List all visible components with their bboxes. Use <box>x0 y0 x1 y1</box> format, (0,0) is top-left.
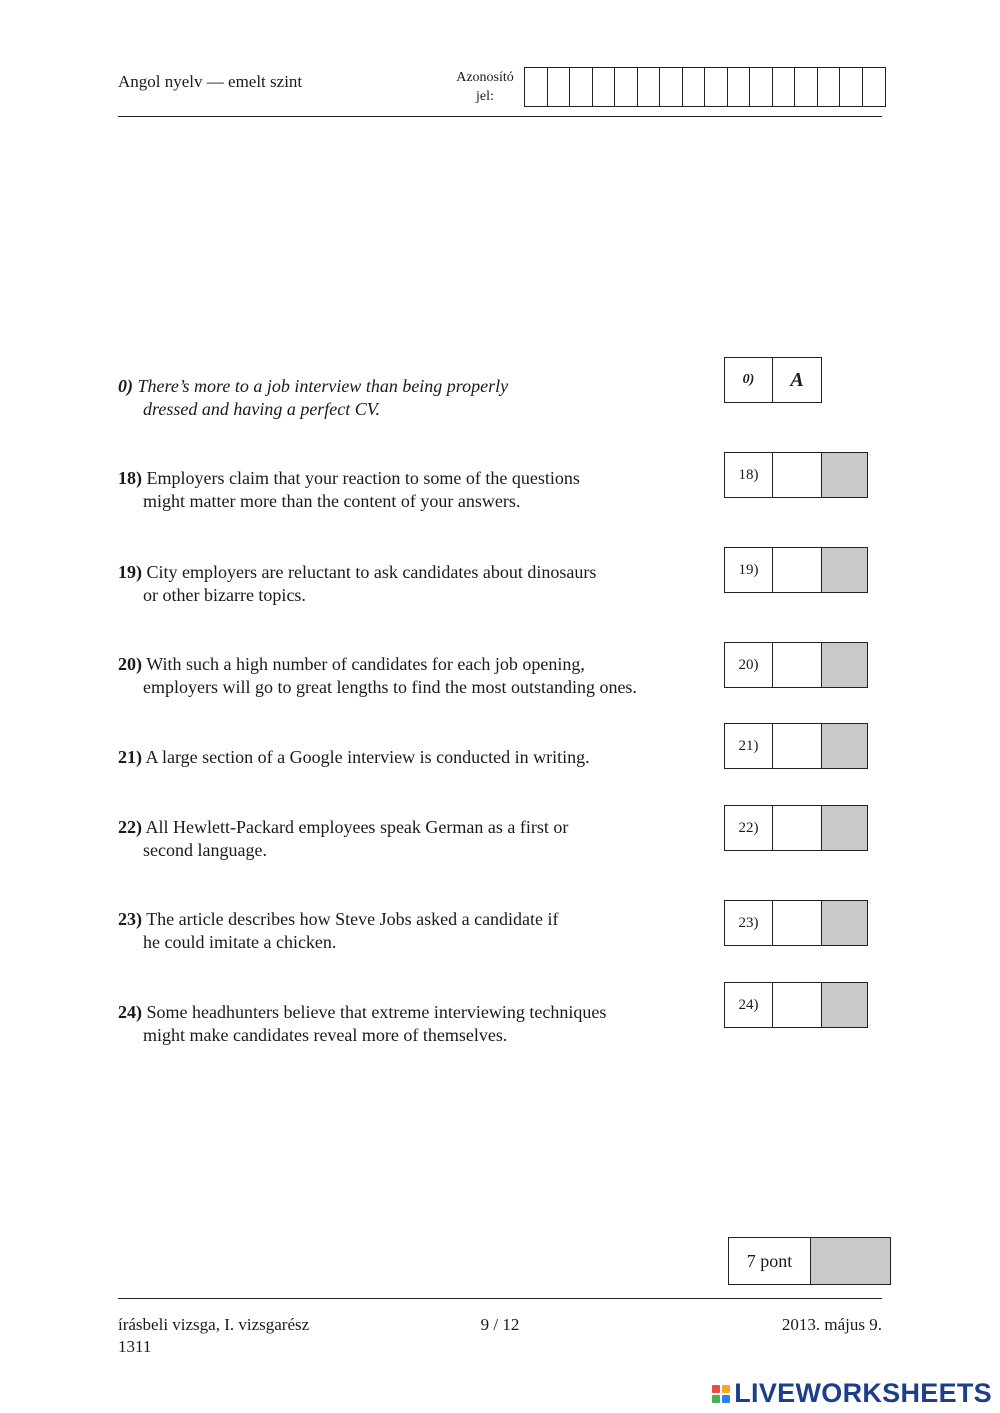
answer-input[interactable] <box>773 548 821 592</box>
question-number: 21) <box>118 747 142 767</box>
question-number: 24) <box>118 1002 142 1022</box>
id-box[interactable] <box>660 68 683 106</box>
question-number: 0) <box>118 376 133 396</box>
score-cell <box>821 453 867 497</box>
question-number: 22) <box>118 817 142 837</box>
id-box[interactable] <box>615 68 638 106</box>
logo-square <box>712 1385 720 1393</box>
answer-box-21 <box>724 723 868 769</box>
question-18 <box>118 467 708 513</box>
total-score-cell <box>811 1238 890 1284</box>
question-number: 23) <box>118 909 142 929</box>
question-21 <box>118 746 708 769</box>
answer-box-19 <box>724 547 868 593</box>
id-box[interactable] <box>705 68 728 106</box>
answer-number: 23) <box>725 901 773 945</box>
footer-exam-info <box>118 1314 309 1358</box>
id-box[interactable] <box>638 68 661 106</box>
question-number: 20) <box>118 654 142 674</box>
answer-box-23 <box>724 900 868 946</box>
logo-square <box>722 1395 730 1403</box>
footer-exam-part: írásbeli vizsga, I. vizsgarész <box>118 1315 310 1334</box>
id-box[interactable] <box>818 68 841 106</box>
question-text-line2: dressed and having a perfect CV. <box>143 399 380 419</box>
logo-icon <box>712 1385 730 1403</box>
id-box[interactable] <box>570 68 593 106</box>
id-box[interactable] <box>840 68 863 106</box>
question-text-line1: Employers claim that your reaction to some of the questions <box>146 468 580 488</box>
id-label-line1: Azonosító <box>456 70 514 85</box>
answer-number: 0) <box>725 358 773 402</box>
question-text-line2: employers will go to great lengths to find the most outstanding ones. <box>143 677 637 697</box>
total-score-label: 7 pont <box>729 1238 811 1284</box>
question-text-line1: All Hewlett-Packard employees speak German as a first or <box>145 817 569 837</box>
answer-number: 21) <box>725 724 773 768</box>
header-rule <box>118 116 882 117</box>
answer-input[interactable] <box>773 806 821 850</box>
question-0 <box>118 375 708 421</box>
question-19 <box>118 561 708 607</box>
id-label-line2: jel: <box>476 89 494 104</box>
answer-box-20 <box>724 642 868 688</box>
score-cell <box>821 806 867 850</box>
total-score-box <box>728 1237 891 1285</box>
question-23 <box>118 908 708 954</box>
answer-number: 18) <box>725 453 773 497</box>
answer-input[interactable] <box>773 453 821 497</box>
question-text-line1: City employers are reluctant to ask candidates about dinosaurs <box>146 562 597 582</box>
question-24 <box>118 1001 708 1047</box>
id-code-boxes <box>524 67 886 107</box>
id-box[interactable] <box>750 68 773 106</box>
score-cell <box>821 548 867 592</box>
question-text-line1: A large section of a Google interview is conducted in writing. <box>145 747 590 767</box>
question-text-line1: There’s more to a job interview than being properly <box>137 376 509 396</box>
score-cell <box>821 901 867 945</box>
question-22 <box>118 816 708 862</box>
subject-title: Angol nyelv — emelt szint <box>118 72 303 91</box>
id-box[interactable] <box>728 68 751 106</box>
id-box[interactable] <box>548 68 571 106</box>
score-cell <box>821 643 867 687</box>
question-text-line1: The article describes how Steve Jobs asked a candidate if <box>146 909 559 929</box>
logo-square <box>722 1385 730 1393</box>
footer-rule <box>118 1298 882 1299</box>
answer-box-22 <box>724 805 868 851</box>
exam-date: 2013. május 9. <box>781 1315 882 1334</box>
answer-example-letter: A <box>773 358 821 402</box>
liveworksheets-logo <box>712 1378 992 1409</box>
question-text-line2: he could imitate a chicken. <box>143 932 337 952</box>
answer-number: 20) <box>725 643 773 687</box>
score-cell <box>821 983 867 1027</box>
footer-exam-code: 1311 <box>118 1337 152 1356</box>
question-text-line2: second language. <box>143 840 267 860</box>
id-box[interactable] <box>795 68 818 106</box>
answer-box-0 <box>724 357 822 403</box>
question-text-line2: or other bizarre topics. <box>143 585 306 605</box>
id-box[interactable] <box>863 68 886 106</box>
id-box[interactable] <box>683 68 706 106</box>
answer-number: 22) <box>725 806 773 850</box>
id-box[interactable] <box>593 68 616 106</box>
logo-square <box>712 1395 720 1403</box>
score-cell <box>821 724 867 768</box>
answer-number: 24) <box>725 983 773 1027</box>
page-number: 9 / 12 <box>480 1315 520 1334</box>
question-text-line2: might matter more than the content of your answers. <box>143 491 521 511</box>
answer-number: 19) <box>725 548 773 592</box>
question-number: 19) <box>118 562 142 582</box>
question-number: 18) <box>118 468 142 488</box>
logo-text: LIVEWORKSHEETS <box>734 1378 992 1408</box>
id-box[interactable] <box>773 68 796 106</box>
answer-input[interactable] <box>773 983 821 1027</box>
question-text-line1: With such a high number of candidates for each job opening, <box>146 654 585 674</box>
question-text-line2: might make candidates reveal more of themselves. <box>143 1025 508 1045</box>
answer-input[interactable] <box>773 724 821 768</box>
answer-input[interactable] <box>773 643 821 687</box>
id-label <box>445 68 525 106</box>
question-20 <box>118 653 708 699</box>
answer-box-24 <box>724 982 868 1028</box>
id-box[interactable] <box>525 68 548 106</box>
answer-input[interactable] <box>773 901 821 945</box>
question-text-line1: Some headhunters believe that extreme interviewing techniques <box>146 1002 607 1022</box>
answer-box-18 <box>724 452 868 498</box>
